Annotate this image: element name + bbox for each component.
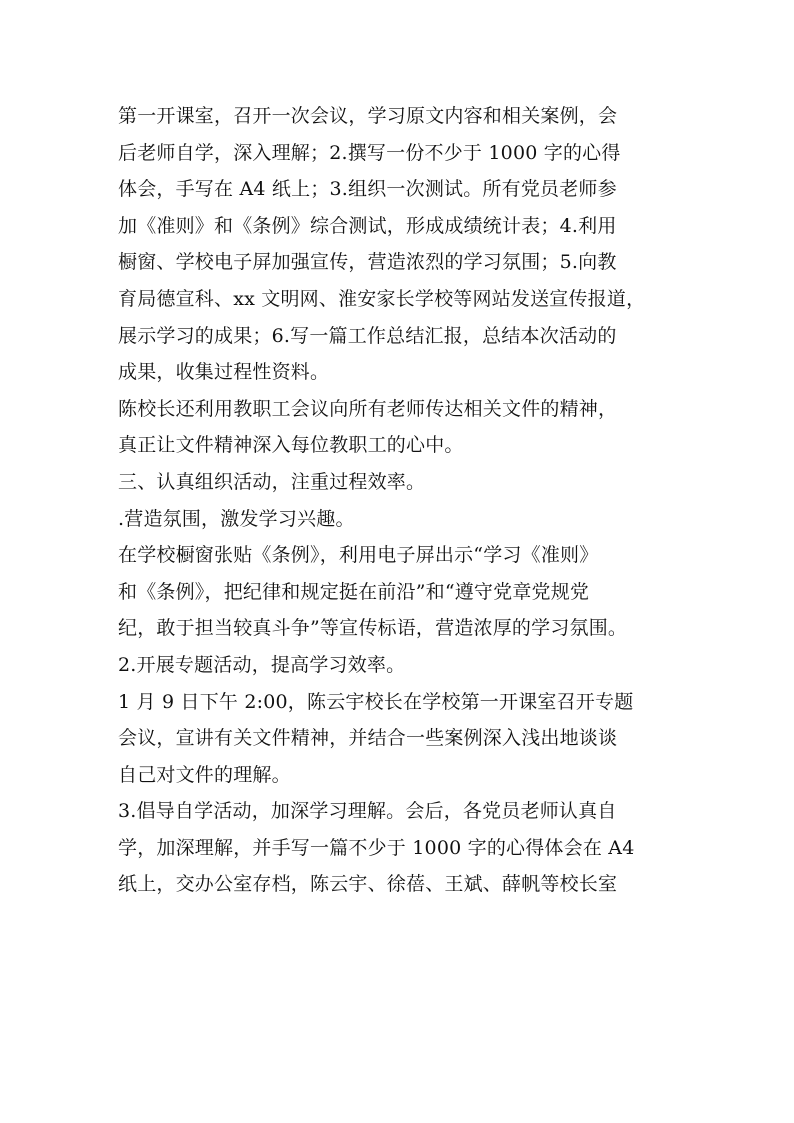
document-body — [118, 98, 698, 903]
text-line: 学，加深理解，并手写一篇不少于 1000 字的心得体会在 A4 — [118, 836, 635, 859]
text-line: 体会，手写在 A4 纸上；3.组织一次测试。所有党员老师参 — [118, 178, 617, 201]
text-line: 后老师自学，深入理解；2.撰写一份不少于 1000 字的心得 — [118, 141, 621, 164]
text-line: 纪，敢于担当较真斗争”等宣传标语，营造浓厚的学习氛围。 — [118, 617, 628, 640]
text-line: 真正让文件精神深入每位教职工的心中。 — [118, 434, 464, 457]
text-line: 橱窗、学校电子屏加强宣传，营造浓烈的学习氛围；5.向教 — [118, 251, 617, 274]
text-line: 纸上，交办公室存档，陈云宇、徐蓓、王斌、薛帆等校长室 — [118, 873, 618, 896]
subsection-heading: 2.开展专题活动，提高学习效率。 — [118, 653, 406, 676]
subsection-heading: .营造氛围，激发学习兴趣。 — [118, 507, 355, 530]
text-line: 陈校长还利用教职工会议向所有老师传达相关文件的精神， — [118, 397, 618, 420]
text-line: 加《准则》和《条例》综合测试，形成成绩统计表；4.利用 — [118, 214, 617, 237]
text-line: 会议，宣讲有关文件精神，并结合一些案例深入浅出地谈谈 — [118, 727, 618, 750]
section-heading: 三、认真组织活动，注重过程效率。 — [118, 470, 426, 493]
text-line: 3.倡导自学活动，加深学习理解。会后，各党员老师认真自 — [118, 800, 617, 823]
text-line: 育局德宣科、xx 文明网、淮安家长学校等网站发送宣传报道， — [118, 287, 646, 310]
text-line: 1 月 9 日下午 2:00，陈云宇校长在学校第一开课室召开专题 — [118, 690, 634, 713]
text-line: 在学校橱窗张贴《条例》，利用电子屏出示“学习《准则》 — [118, 544, 599, 567]
text-line: 展示学习的成果；6.写一篇工作总结汇报，总结本次活动的 — [118, 324, 617, 347]
text-line: 第一开课室，召开一次会议，学习原文内容和相关案例，会 — [118, 105, 618, 127]
text-line: 和《条例》，把纪律和规定挺在前沿”和“遵守党章党规党 — [118, 580, 590, 603]
text-line: 成果，收集过程性资料。 — [118, 361, 330, 384]
text-line: 自己对文件的理解。 — [118, 763, 291, 786]
